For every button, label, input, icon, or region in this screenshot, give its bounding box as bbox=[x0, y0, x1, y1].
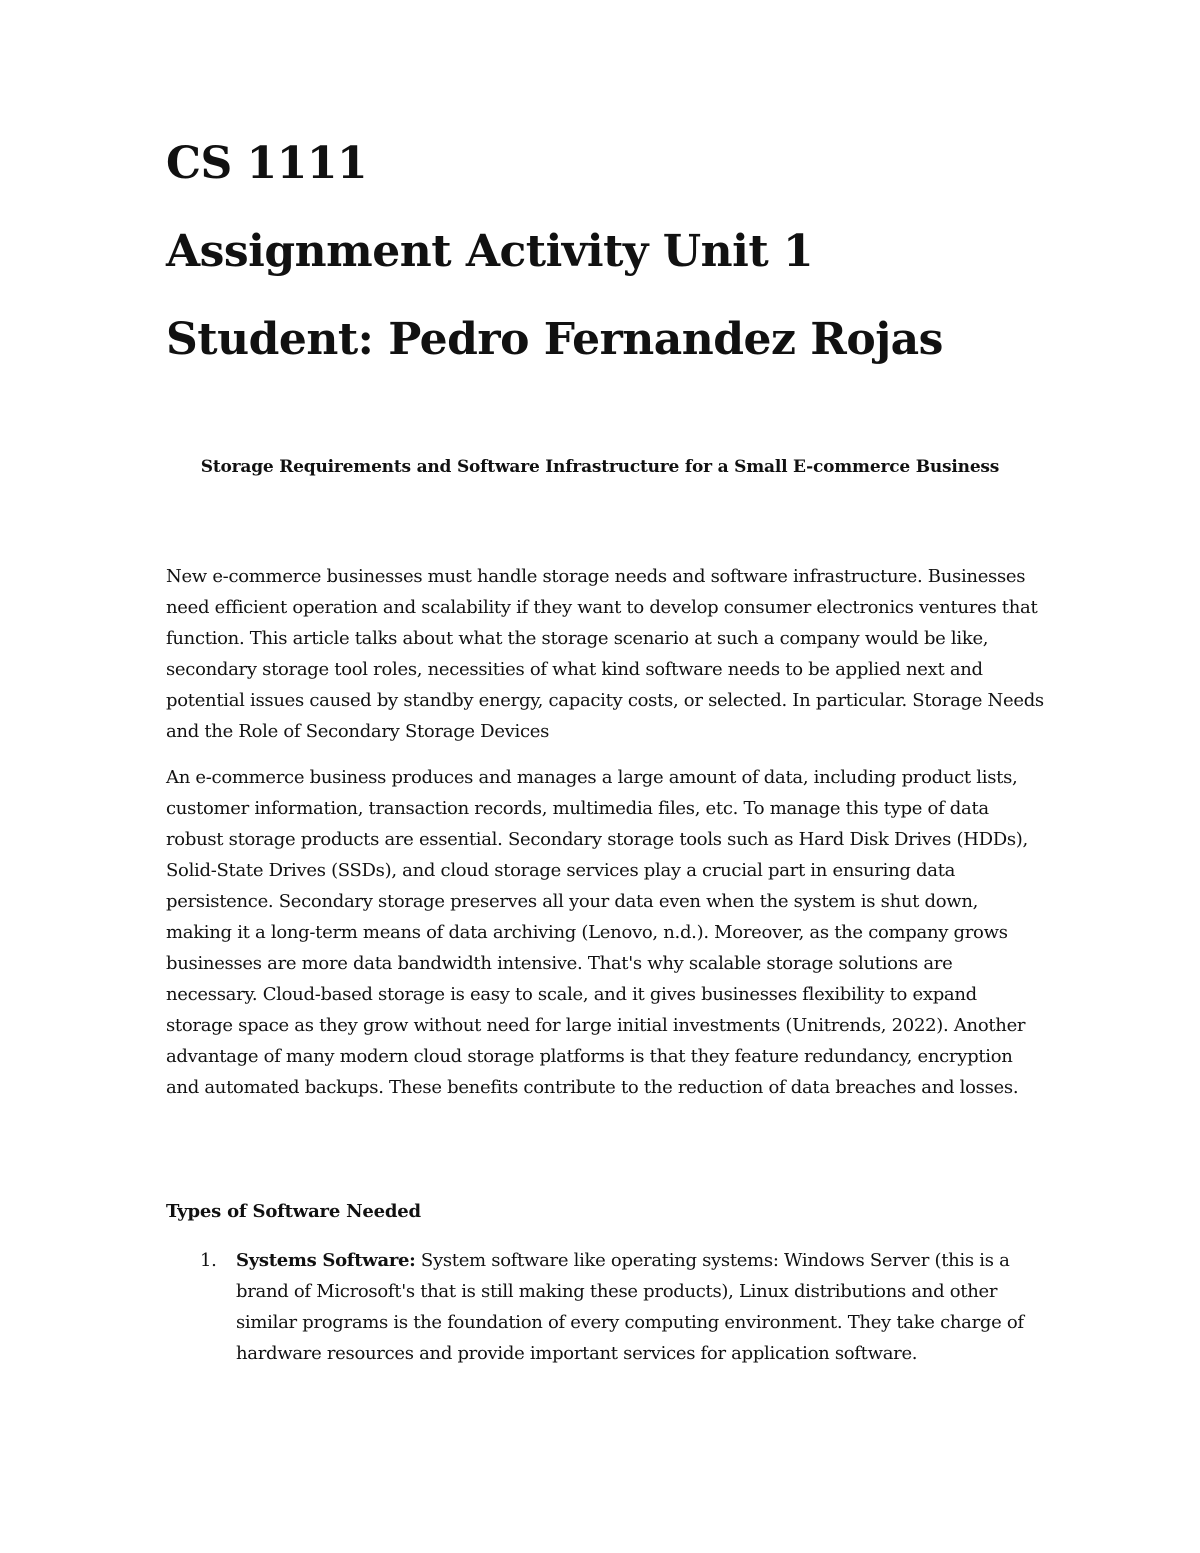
title-block bbox=[166, 138, 1066, 406]
course-code: CS 1111 bbox=[166, 138, 368, 189]
list-item bbox=[166, 1245, 1046, 1369]
assignment-title: Assignment Activity Unit 1 bbox=[166, 226, 814, 277]
list-item-number: 1. bbox=[200, 1250, 217, 1271]
intro-paragraph: New e-commerce businesses must handle storage needs and software infrastructure. Businesses need efficient operation and scalability if they want to develop consumer electronics ventures that function. This article talks about what the storage scenario at such a company would be like, secondary storage tool roles, necessities of what kind software needs to be applied next and potential issues caused by standby energy, capacity costs, or selected. In particular. Storage Needs and the Role of Secondary Storage Devices bbox=[166, 566, 1044, 742]
list-item-lead: Systems Software: bbox=[236, 1250, 416, 1271]
document-subtitle: Storage Requirements and Software Infrastructure for a Small E-commerce Business bbox=[200, 457, 1000, 477]
numbered-list bbox=[166, 1245, 1046, 1369]
storage-paragraph: An e-commerce business produces and manages a large amount of data, including product lists, customer information, transaction records, multimedia files, etc. To manage this type of data robust storage products are essential. Secondary storage tools such as Hard Disk Drives (HDDs), Solid-State Drives (SSDs), and cloud storage services play a crucial part in ensuring data persistence. Secondary storage preserves all your data even when the system is shut down, making it a long-term means of data archiving (Lenovo, n.d.). Moreover, as the company grows businesses are more data bandwidth intensive. That's why scalable storage solutions are necessary. Cloud-based storage is easy to scale, and it gives businesses flexibility to expand storage space as they grow without need for large initial investments (Unitrends, 2022). Another advantage of many modern cloud storage platforms is that they feature redundancy, encryption and automated backups. These benefits contribute to the reduction of data breaches and losses. bbox=[166, 767, 1028, 1098]
section-heading: Types of Software Needed bbox=[166, 1201, 421, 1222]
student-name: Student: Pedro Fernandez Rojas bbox=[166, 314, 943, 365]
list-item-text: System software like operating systems: Windows Server (this is a brand of Microsoft's that is still making these products), Linux distributions and other similar programs is the foundation of every computing environment. They take charge of hardware resources and provide important services for application software. bbox=[236, 1250, 1024, 1364]
